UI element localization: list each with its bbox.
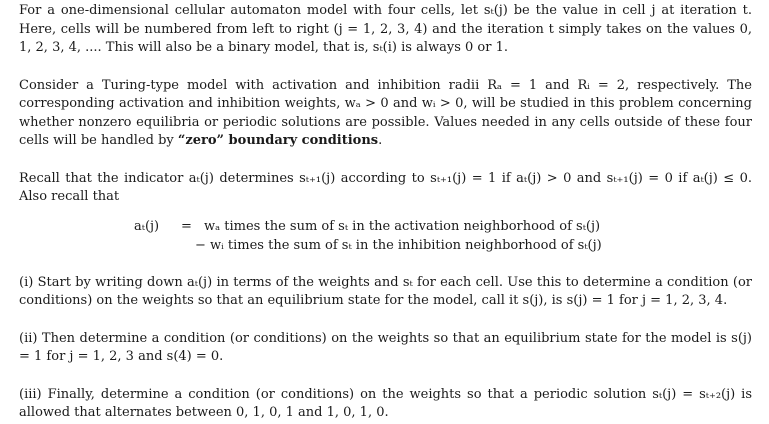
intro-paragraph: For a one-dimensional cellular automaton model with four cells, let sₜ(j) be the value in cell j at iteration t. Here, cells will be numbered from left to right (j = 1, 2, 3, 4) and the iteration t simply takes on the values 0, 1, 2, 3, 4, .... This will also be a binary model, that is, sₜ(i) is always 0 or 1. <box>19 3 752 55</box>
equation-line-2: − wᵢ times the sum of sₜ in the inhibition neighborhood of sₜ(j) <box>195 237 602 253</box>
part-iii-paragraph: (iii) Finally, determine a condition (or conditions) on the weights so that a periodic solution sₜ(j) = sₜ₊₂(j) is allowed that alternates between 0, 1, 0, 1 and 1, 0, 1, 0. <box>19 386 752 420</box>
part-ii-paragraph: (ii) Then determine a condition (or conditions) on the weights so that an equilibrium state for the model is s(j) = 1 for j = 1, 2, 3 and s(4) = 0. <box>19 330 752 364</box>
equation-lhs: aₜ(j) <box>134 218 160 234</box>
model-paragraph <box>19 77 752 151</box>
model-text-end: . <box>378 133 383 148</box>
equation-line-1: wₐ times the sum of sₜ in the activation neighborhood of sₜ(j) <box>204 218 601 234</box>
indicator-equation <box>19 217 752 257</box>
equation-equals: = <box>181 218 192 234</box>
problem-text <box>19 2 752 423</box>
model-text: Consider a Turing-type model with activation and inhibition radii Rₐ = 1 and Rᵢ = 2, respectively. The corresponding activation and inhibition weights, wₐ > 0 and wᵢ > 0, will be studied in this problem concerning whether nonzero equilibria or periodic solutions are possible. Values needed in any cells outside of these four cells will be handled by <box>19 77 752 148</box>
boundary-conditions-bold: “zero” boundary conditions <box>177 133 379 148</box>
part-i-paragraph: (i) Start by writing down aₜ(j) in terms of the weights and sₜ for each cell. Use this to determine a condition (or conditions) on the weights so that an equilibrium state for the model, call it s(j), is s(j) = 1 for j = 1, 2, 3, 4. <box>19 274 752 308</box>
indicator-paragraph: Recall that the indicator aₜ(j) determines sₜ₊₁(j) according to sₜ₊₁(j) = 1 if aₜ(j) > 0 and sₜ₊₁(j) = 0 if aₜ(j) ≤ 0. Also recall that <box>19 170 752 204</box>
